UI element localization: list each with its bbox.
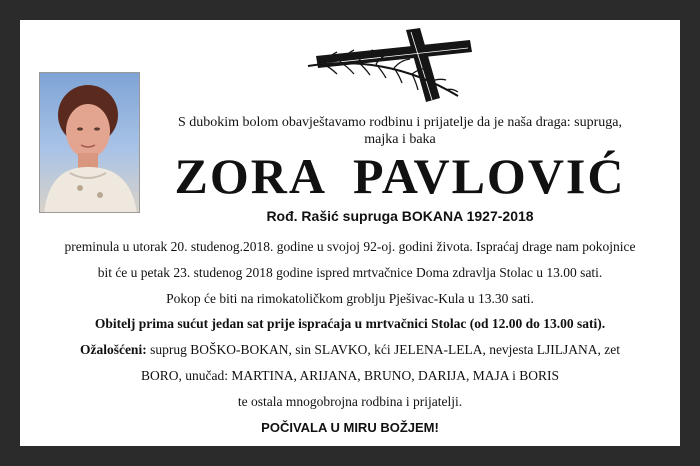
obituary-card (20, 20, 680, 446)
mourners-line-2: BORO, unučad: MARTINA, ARIJANA, BRUNO, DARIJA, MAJA i BORIS (140, 367, 560, 383)
condolence-info-line: Obitelj prima sućut jedan sat prije ispraćaja u mrtvačnici Stolac (od 12.00 do 13.00 sati). (94, 316, 606, 332)
portrait-photo (39, 72, 140, 213)
death-info-line: preminula u utorak 20. studenog.2018. godine u svojoj 92-oj. godini života. Ispraćaj drage nam pokojnice (64, 239, 636, 254)
maiden-name-line: Rođ. Rašić supruga BOKANA 1927-2018 (266, 208, 534, 224)
deceased-name (140, 146, 660, 206)
mourners-line-3: te ostala mnogobrojna rodbina i prijatelji. (237, 393, 463, 409)
intro-text (140, 114, 660, 148)
mourners-label: Ožalošćeni: (79, 342, 147, 358)
mourners-list-1: suprug BOŠKO-BOKAN, sin SLAVKO, kći JELENA-LELA, nevjesta LJILJANA, zet (146, 342, 621, 358)
farewell-info-line: bit će u petak 23. studenog 2018 godine ispred mrtvačnice Doma zdravlja Stolac u 13.00 sati. (97, 264, 603, 280)
intro-line-1: S dubokim bolom obavještavamo rodbinu i prijatelje da je naša draga: supruga, (177, 115, 622, 130)
closing-phrase: POČIVALA U MIRU BOŽJEM! (261, 419, 439, 435)
mourners-line-1 (20, 337, 680, 363)
first-name: ZORA (174, 148, 327, 204)
last-name: PAVLOVIĆ (352, 148, 626, 204)
intro-line-2: majka i baka (364, 132, 436, 147)
cross-with-palm-branch-icon (298, 28, 478, 108)
obituary-body (20, 234, 680, 440)
burial-info-line: Pokop će biti na rimokatoličkom groblju Pješivac-Kula u 13.30 sati. (166, 290, 534, 306)
